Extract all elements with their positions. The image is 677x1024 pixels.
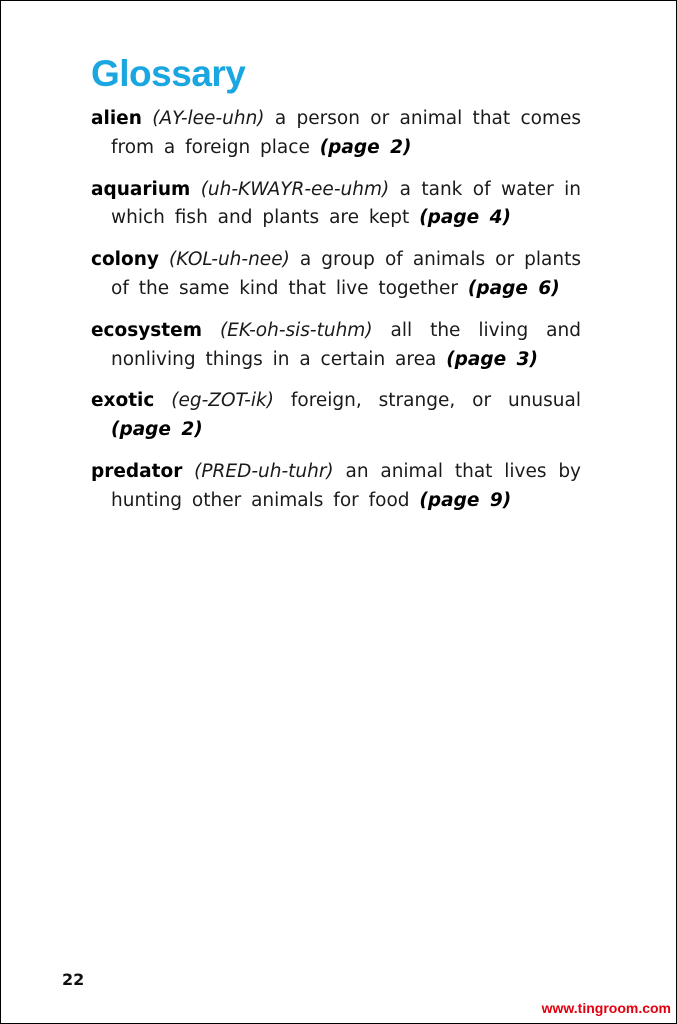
glossary-term: exotic <box>91 390 155 412</box>
glossary-pronunciation: (EK-oh-sis-tuhm) <box>219 319 373 341</box>
glossary-pronunciation: (eg-ZOT-ik) <box>171 390 274 412</box>
glossary-definition: a person or animal that comes from a foreign place <box>111 108 581 158</box>
glossary-term: ecosystem <box>91 319 202 341</box>
page-number: 22 <box>62 970 85 989</box>
glossary-list <box>91 105 581 529</box>
glossary-term: colony <box>91 249 159 271</box>
glossary-term: alien <box>91 108 142 129</box>
glossary-pronunciation: (KOL-uh-nee) <box>169 249 290 271</box>
glossary-page-ref: (page 3) <box>446 348 538 370</box>
glossary-definition: foreign, strange, or unusual <box>290 390 581 412</box>
glossary-definition: a tank of water in which fish and plants are kept <box>111 178 582 229</box>
glossary-entry-predator <box>91 458 581 516</box>
glossary-pronunciation: (AY-lee-uhn) <box>152 108 265 129</box>
page-title: Glossary <box>91 53 246 94</box>
glossary-entry-ecosystem <box>91 317 581 375</box>
glossary-pronunciation: (PRED-uh-tuhr) <box>194 460 334 482</box>
glossary-page-ref: (page 9) <box>419 489 512 511</box>
glossary-term: aquarium <box>91 178 191 200</box>
glossary-page-ref: (page 6) <box>467 277 560 299</box>
glossary-entry-alien <box>91 105 581 163</box>
glossary-page-ref: (page 2) <box>111 419 203 441</box>
glossary-entry-colony <box>91 246 581 304</box>
glossary-page-ref: (page 2) <box>319 136 412 158</box>
glossary-term: predator <box>91 460 183 482</box>
glossary-entry-exotic <box>91 387 581 445</box>
glossary-pronunciation: (uh-KWAYR-ee-uhm) <box>200 178 390 200</box>
glossary-definition: a group of animals or plants of the same kind that live together <box>111 249 581 299</box>
glossary-definition: all the living and nonliving things in a certain area <box>111 319 581 370</box>
glossary-page-ref: (page 4) <box>419 207 511 229</box>
watermark-link[interactable]: www.tingroom.com <box>541 1000 671 1016</box>
glossary-entry-aquarium <box>91 176 581 234</box>
glossary-definition: an animal that lives by hunting other animals for food <box>111 460 582 511</box>
